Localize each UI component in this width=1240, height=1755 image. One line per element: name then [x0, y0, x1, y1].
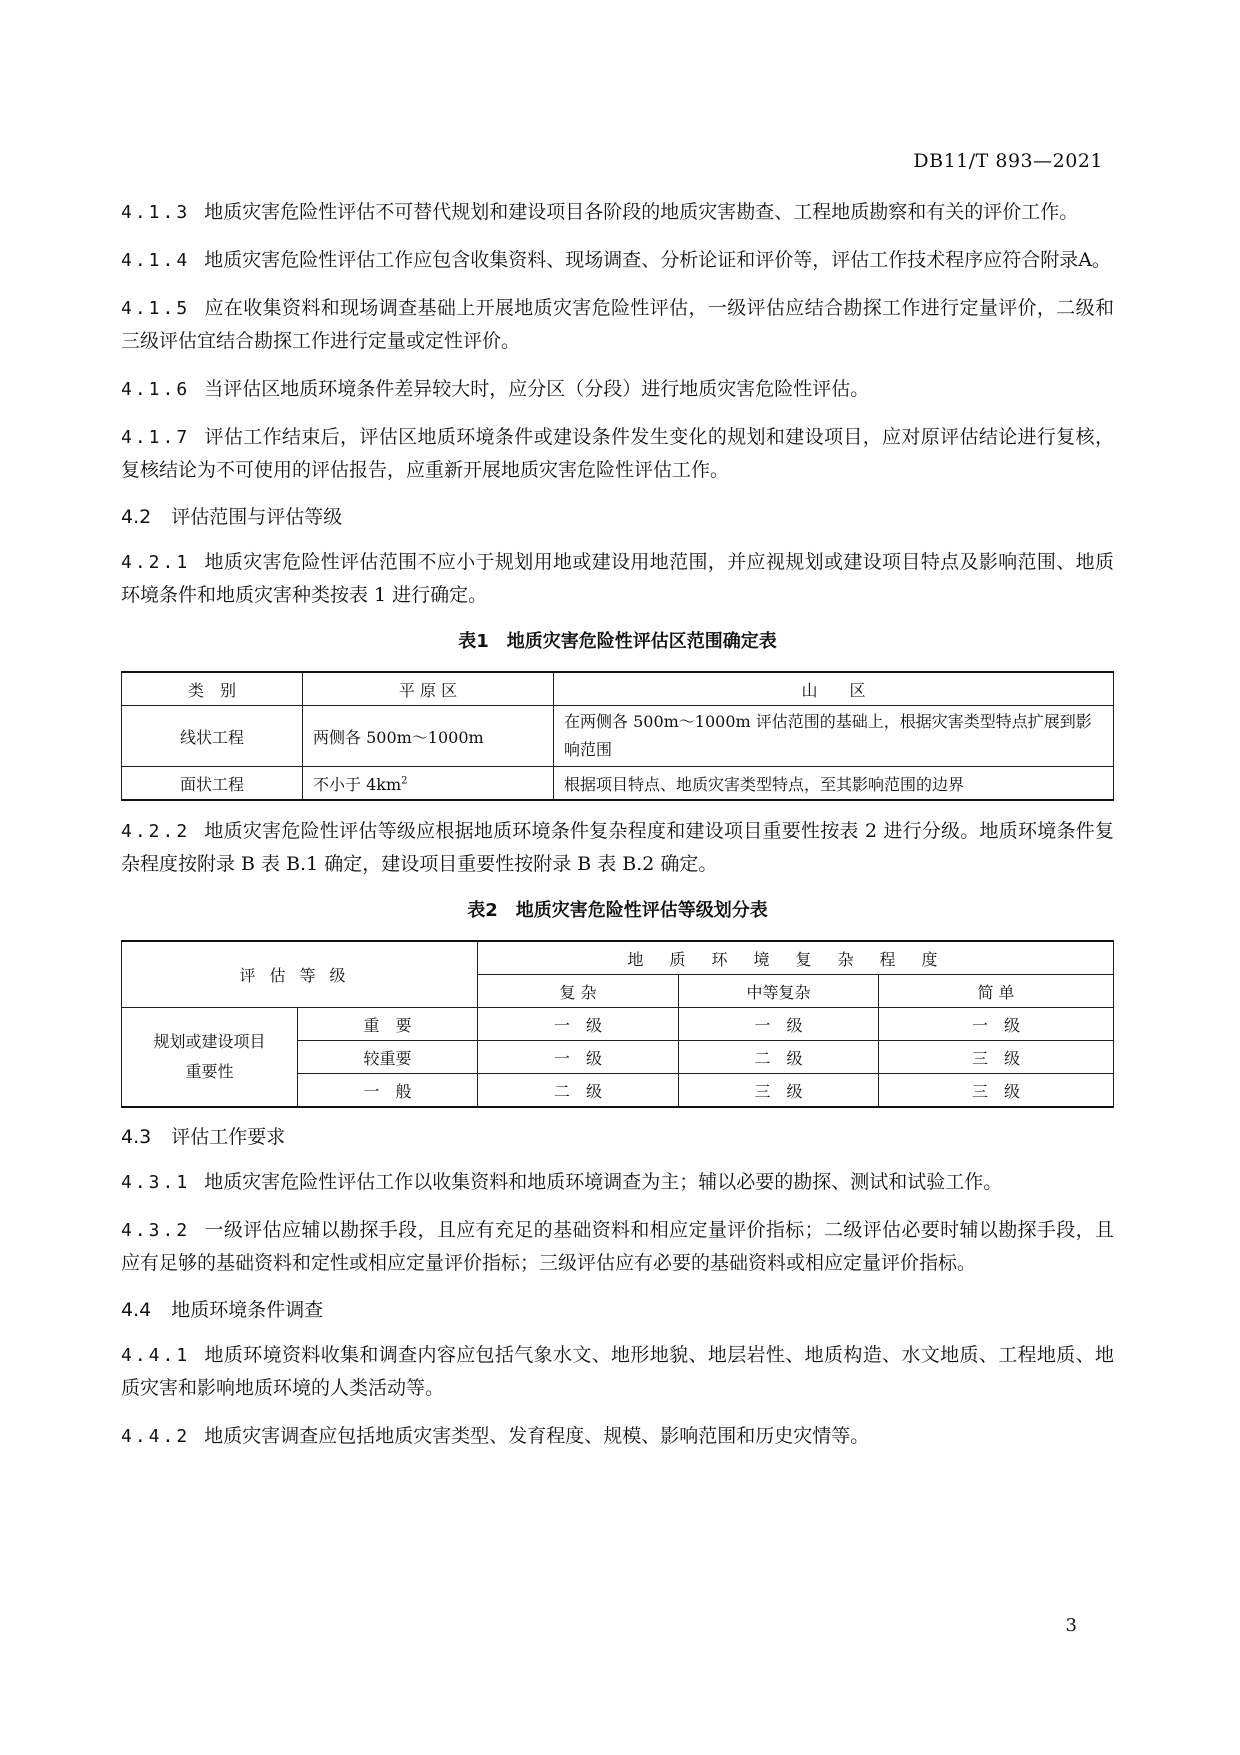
section-heading-4-2	[121, 502, 1114, 532]
table-cell	[303, 767, 554, 801]
clause-text: 地质灾害危险性评估范围不应小于规划用地或建设用地范围，并应视规划或建设项目特点及影响范围、地质环境条件和地质灾害种类按表 1 进行确定。	[121, 551, 1114, 606]
clause-text: 评估工作结束后，评估区地质环境条件或建设条件发生变化的规划和建设项目，应对原评估结论进行复核，复核结论为不可使用的评估报告，应重新开展地质灾害危险性评估工作。	[121, 426, 1114, 481]
table-cell: 线状工程	[122, 706, 303, 767]
table-header-row	[122, 941, 1114, 975]
table-header-cell: 平 原 区	[303, 672, 554, 706]
table-header-row	[122, 672, 1114, 706]
table-cell: 根据项目特点、地质灾害类型特点，至其影响范围的边界	[554, 767, 1114, 801]
table-cell: 三 级	[879, 1041, 1114, 1074]
clause-number: 4.1.5	[121, 298, 191, 319]
table-row	[122, 767, 1114, 801]
area-value: 不小于 4km	[313, 774, 402, 794]
area-superscript: 2	[401, 775, 408, 787]
clause-text: 地质环境资料收集和调查内容应包括气象水文、地形地貌、地层岩性、地质构造、水文地质、工程地质、地质灾害和影响地质环境的人类活动等。	[121, 1344, 1114, 1399]
table-cell: 一 级	[879, 1008, 1114, 1041]
document-code: DB11/T 893—2021	[913, 150, 1103, 172]
clause-text: 地质灾害危险性评估工作以收集资料和地质环境调查为主；辅以必要的勘探、测试和试验工作。	[204, 1171, 1003, 1193]
table-header-cell: 中等复杂	[679, 975, 879, 1008]
clause-text: 地质灾害危险性评估不可替代规划和建设项目各阶段的地质灾害勘查、工程地质勘察和有关的评价工作。	[204, 201, 1079, 223]
clause-number: 4.2.2	[121, 821, 191, 842]
clause-text: 应在收集资料和现场调查基础上开展地质灾害危险性评估，一级评估应结合勘探工作进行定量评价，二级和三级评估宜结合勘探工作进行定量或定性评价。	[121, 297, 1114, 352]
table-row-header	[122, 1008, 298, 1108]
table-cell: 二 级	[679, 1041, 879, 1074]
clause-4-2-1	[121, 546, 1114, 612]
clause-number: 4.1.7	[121, 427, 191, 448]
table-header-cell: 复 杂	[478, 975, 679, 1008]
clause-text: 地质灾害调查应包括地质灾害类型、发育程度、规模、影响范围和历史灾情等。	[204, 1425, 870, 1447]
clause-4-3-1	[121, 1166, 1114, 1199]
table2-caption-number: 表2	[467, 900, 498, 921]
table1-caption-title: 地质灾害危险性评估区范围确定表	[506, 631, 777, 652]
clause-text: 当评估区地质环境条件差异较大时，应分区（分段）进行地质灾害危险性评估。	[204, 378, 870, 400]
page-number: 3	[1065, 1615, 1077, 1636]
table-cell: 一 级	[679, 1008, 879, 1041]
section-number: 4.3	[121, 1126, 152, 1148]
clause-number: 4.1.4	[121, 250, 191, 271]
table-cell: 一 级	[478, 1008, 679, 1041]
clause-number: 4.3.2	[121, 1220, 191, 1241]
section-heading-4-4	[121, 1295, 1114, 1325]
table-header-cell: 地质环境复杂程度	[478, 941, 1114, 975]
clause-4-4-1	[121, 1339, 1114, 1405]
table-cell: 一 级	[478, 1041, 679, 1074]
table2-caption	[121, 896, 1114, 922]
table-cell: 一 般	[298, 1074, 478, 1108]
section-number: 4.4	[121, 1299, 152, 1321]
table-row	[122, 1008, 1114, 1041]
clause-text: 地质灾害危险性评估工作应包含收集资料、现场调查、分析论证和评价等，评估工作技术程序应符合附录A。	[204, 249, 1111, 271]
table-row	[122, 706, 1114, 767]
table-cell: 重 要	[298, 1008, 478, 1041]
table-cell: 在两侧各 500m～1000m 评估范围的基础上，根据灾害类型特点扩展到影响范围	[554, 706, 1114, 767]
table1-assessment-range	[121, 671, 1114, 801]
clause-4-1-5	[121, 292, 1114, 358]
table-cell: 较重要	[298, 1041, 478, 1074]
clause-number: 4.4.2	[121, 1426, 191, 1447]
table-cell: 三 级	[679, 1074, 879, 1108]
table-header-cell: 类 别	[122, 672, 303, 706]
table1-caption-number: 表1	[458, 631, 489, 652]
clause-4-1-6	[121, 373, 1114, 406]
clause-number: 4.3.1	[121, 1172, 191, 1193]
clause-4-3-2	[121, 1214, 1114, 1280]
clause-4-1-3	[121, 196, 1114, 229]
section-title: 评估工作要求	[171, 1126, 286, 1148]
table-cell: 三 级	[879, 1074, 1114, 1108]
table2-caption-title: 地质灾害危险性评估等级划分表	[515, 900, 768, 921]
clause-4-1-7	[121, 421, 1114, 487]
table-header-cell: 简 单	[879, 975, 1114, 1008]
section-number: 4.2	[121, 506, 152, 528]
clause-text: 一级评估应辅以勘探手段，且应有充足的基础资料和相应定量评价指标；二级评估必要时辅以勘探手段，且应有足够的基础资料和定性或相应定量评价指标；三级评估应有必要的基础资料或相应定量评价指标。	[121, 1219, 1114, 1274]
section-heading-4-3	[121, 1122, 1114, 1152]
table-cell: 二 级	[478, 1074, 679, 1108]
clause-text: 地质灾害危险性评估等级应根据地质环境条件复杂程度和建设项目重要性按表 2 进行分级。地质环境条件复杂程度按附录 B 表 B.1 确定，建设项目重要性按附录 B 表 B.2 确定。	[121, 820, 1114, 875]
table1-caption	[121, 627, 1114, 653]
table-header-cell: 山 区	[554, 672, 1114, 706]
clause-number: 4.1.3	[121, 202, 191, 223]
table-corner-cell: 评估等级	[122, 941, 478, 1008]
table-cell: 两侧各 500m～1000m	[303, 706, 554, 767]
table2-assessment-grade	[121, 940, 1114, 1108]
clause-number: 4.1.6	[121, 379, 191, 400]
importance-label-line1: 规划或建设项目	[153, 1032, 266, 1051]
clause-number: 4.4.1	[121, 1345, 191, 1366]
clause-4-2-2	[121, 815, 1114, 881]
section-title: 评估范围与评估等级	[171, 506, 343, 528]
section-title: 地质环境条件调查	[171, 1299, 324, 1321]
clause-4-4-2	[121, 1420, 1114, 1453]
clause-4-1-4	[121, 244, 1114, 277]
clause-number: 4.2.1	[121, 552, 191, 573]
importance-label-line2: 重要性	[185, 1062, 234, 1081]
page-content	[121, 196, 1114, 1468]
table-cell: 面状工程	[122, 767, 303, 801]
